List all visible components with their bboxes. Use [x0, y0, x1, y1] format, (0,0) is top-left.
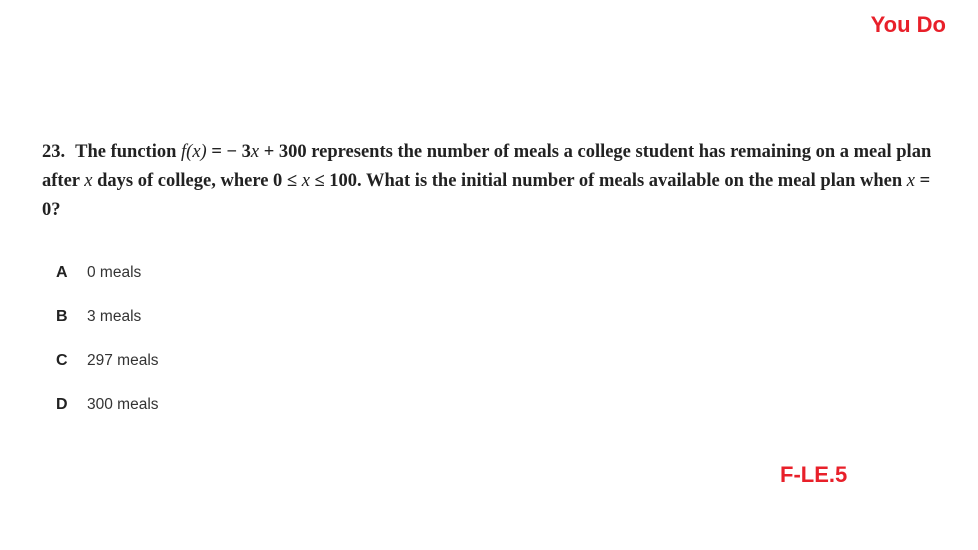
choice-letter: D: [56, 396, 68, 413]
answer-choice-d[interactable]: [56, 396, 159, 440]
variable-x: x: [250, 142, 260, 162]
variable-x: x: [301, 171, 310, 191]
choice-text: 300 meals: [87, 396, 159, 413]
question-text: [42, 138, 947, 225]
question-number: 23.: [42, 142, 66, 162]
choice-letter: A: [56, 264, 68, 281]
choice-letter: C: [56, 352, 68, 369]
choice-text: 3 meals: [87, 308, 142, 325]
choice-letter: B: [56, 308, 68, 325]
function-name: f: [181, 142, 187, 162]
choice-text: 297 meals: [87, 352, 159, 369]
question-part-4: days of college, where 0 ≤: [92, 171, 302, 191]
standard-code: F-LE.5: [780, 462, 848, 487]
answer-choice-c[interactable]: [56, 352, 159, 396]
function-argument: (x): [186, 142, 207, 162]
question-part-3: + 300 represents the number of meals a college student has remaining on a meal plan after: [42, 142, 932, 191]
question-part-2: = − 3: [206, 142, 251, 162]
question-part-6: = 0?: [42, 171, 931, 220]
question-part-5: ≤ 100. What is the initial number of meals available on the meal plan when: [309, 171, 907, 191]
question-part-1: The function: [75, 142, 182, 162]
you-do-label: You Do: [870, 12, 946, 37]
variable-x: x: [84, 171, 93, 191]
answer-choices: [56, 264, 159, 440]
variable-x: x: [906, 171, 916, 191]
answer-choice-a[interactable]: [56, 264, 159, 308]
choice-text: 0 meals: [87, 264, 142, 281]
answer-choice-b[interactable]: [56, 308, 159, 352]
